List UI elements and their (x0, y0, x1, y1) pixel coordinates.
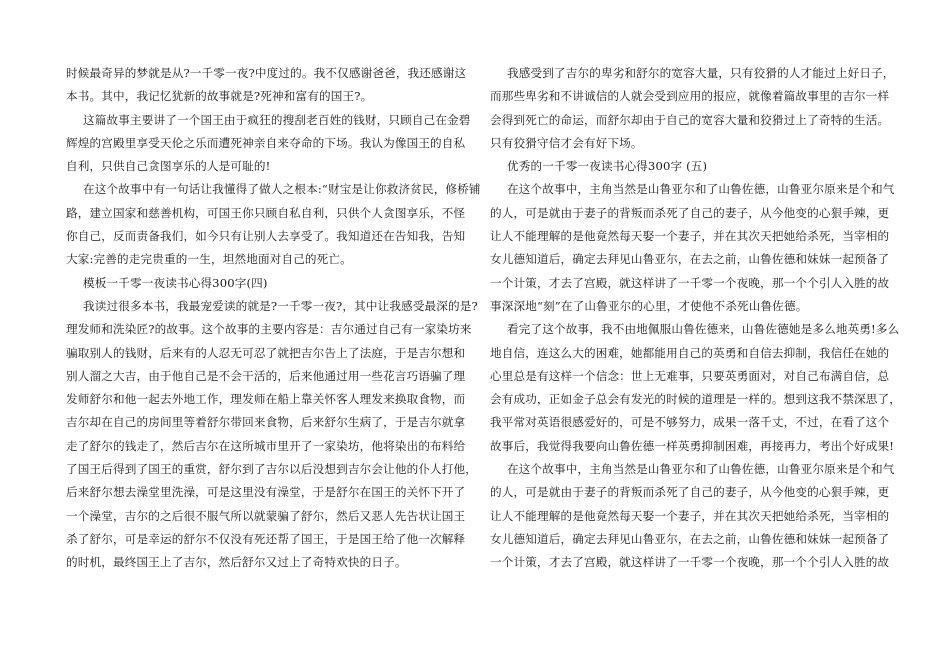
text-line: 杀了舒尔，可是幸运的舒尔不仅没有死还帮了国王，于是国王给了他一次解释 (66, 531, 466, 546)
text-line: 我感受到了吉尔的卑劣和舒尔的宽容大量，只有狡猾的人才能过上好日子， (507, 66, 895, 80)
text-line: 时候最奇异的梦就是从?一千零一夜?中度过的。我不仅感谢爸爸，我还感谢这 (66, 66, 467, 80)
text-line: 模板一千零一夜读书心得300字(四) (83, 275, 268, 290)
text-line: 一个计策，才去了宫殿，就这样讲了一千零一个夜晚，那一个个引人入胜的故 (490, 275, 890, 290)
text-line: 女儿德知道后，确定去拜见山鲁亚尔，在去之前，山鲁佐德和妹妹一起预备了 (490, 252, 890, 267)
text-line: 辉煌的宫殿里享受天伦之乐而遭死神亲自来夺命的下场。我认为像国王的自私 (66, 135, 466, 150)
text-line: 我平常对英语很感爱好的，可是不够努力，成果一落千丈，不过，在看了这个 (490, 415, 890, 430)
text-line: 会得到死亡的命运，而舒尔却由于自己的宽容大量和狡猾过上了奇特的生活。 (490, 112, 890, 127)
left-column (66, 62, 481, 575)
text-line: 你自己，反而责备我们，如今只有让别人去享受了。我知道还在告知我，告知 (66, 229, 466, 244)
text-line: 地自信，连这么大的困难，她都能用自己的英勇和自信去抑制，我信任在她的 (490, 345, 890, 360)
text-line: 让人不能理解的是他竟然每天娶一个妻子，并在其次天把她给杀死，当宰相的 (490, 508, 890, 523)
text-line: 这篇故事主要讲了一个国王由于疯狂的搜刮老百姓的钱财，只顾自己在金碧 (83, 112, 471, 127)
text-line: 一个计策，才去了宫殿，就这样讲了一千零一个夜晚，那一个个引人入胜的故 (490, 555, 890, 570)
text-line: 让人不能理解的是他竟然每天娶一个妻子，并在其次天把她给杀死，当宰相的 (490, 229, 890, 244)
text-line: 吉尔却在自己的房间里等着舒尔带回来食物，后来舒尔生病了，于是吉尔就拿 (66, 415, 466, 430)
text-line: 骗取别人的钱财，后来有的人忍无可忍了就把吉尔告上了法庭，于是吉尔想和 (66, 345, 466, 360)
text-line: 发师舒尔和他一起去外地工作，理发师在船上靠关怀客人理发来换取食物，而 (66, 392, 466, 407)
text-line: 我读过很多本书，我最宠爱读的就是?一千零一夜?，其中让我感受最深的是? (83, 298, 478, 313)
text-line: 一个澡堂，吉尔的之后很不服气所以就蒙骗了舒尔，然后又恶人先告状让国王 (66, 508, 466, 523)
text-line: 别人溜之大吉，由于他自己是不会干活的，后来他通过用一些花言巧语骗了理 (66, 368, 466, 383)
text-line: 自利，只供自己贪图享乐的人是可耻的! (66, 159, 271, 174)
text-line: 而那些卑劣和不讲诚信的人就会受到应用的报应，就像着篇故事里的吉尔一样 (490, 89, 890, 104)
text-line: 心里总是有这样一个信念：世上无难事，只要英勇面对，对自己布满自信，总 (490, 368, 890, 383)
text-line: 事深深地“刻”在了山鲁亚尔的心里，才使他不杀死山鲁佐德。 (490, 298, 808, 313)
text-line: 优秀的一千零一夜读书心得300字 (五) (507, 159, 708, 174)
text-line: 的时机，最终国王上了吉尔，然后舒尔又过上了奇特欢快的日子。 (66, 555, 407, 570)
text-line: 在这个故事中有一句话让我懂得了做人之根本:“财宝是让你救济贫民，修桥铺 (83, 182, 481, 197)
text-line: 女儿德知道后，确定去拜见山鲁亚尔，在去之前，山鲁佐德和妹妹一起预备了 (490, 531, 890, 546)
text-line: 大家:完善的走完贵重的一生，坦然地面对自己的死亡。 (66, 252, 352, 267)
text-line: 理发师和洗染匠?的故事。这个故事的主要内容是：吉尔通过自己有一家染坊来 (66, 322, 472, 337)
text-line: 走了舒尔的钱走了，然后吉尔在这所城市里开了一家染坊，他将染出的布料给 (66, 438, 466, 453)
text-line: 看完了这个故事，我不由地佩服山鲁佐德来，山鲁佐德她是多么地英勇!多么 (507, 322, 900, 337)
text-line: 会有成功，正如金子总会有发光的时候的道理是一样的。想到这我不禁深思了， (490, 392, 902, 407)
text-line: 只有狡猾守信才会有好下场。 (490, 135, 643, 150)
text-line: 的人，可是就由于妻子的背叛而杀死了自己的妻子，从今他变的心狠手辣，更 (490, 205, 890, 220)
text-line: 故事后，我觉得我要向山鲁佐德一样英勇抑制困难，再接再力，考出个好成果! (490, 438, 895, 453)
text-line: 的人，可是就由于妻子的背叛而杀死了自己的妻子，从今他变的心狠手辣，更 (490, 485, 890, 500)
text-line: 在这个故事中，主角当然是山鲁亚尔和了山鲁佐德，山鲁亚尔原来是个和气 (507, 182, 895, 197)
text-line: 在这个故事中，主角当然是山鲁亚尔和了山鲁佐德，山鲁亚尔原来是个和气 (507, 462, 895, 477)
text-line: 了国王后得到了国王的重赏，舒尔到了吉尔以后没想到吉尔会让他的仆人打他， (66, 462, 478, 477)
right-column (490, 62, 902, 575)
text-line: 后来舒尔想去澡堂里洗澡，可是这里没有澡堂，于是舒尔在国王的关怀下开了 (66, 485, 466, 500)
text-line: 本书。其中，我记忆犹新的故事就是?死神和富有的国王?。 (66, 89, 373, 104)
text-line: 路，建立国家和慈善机构，可国王你只顾自私自利，只供个人贪图享乐，不怪 (66, 205, 466, 220)
